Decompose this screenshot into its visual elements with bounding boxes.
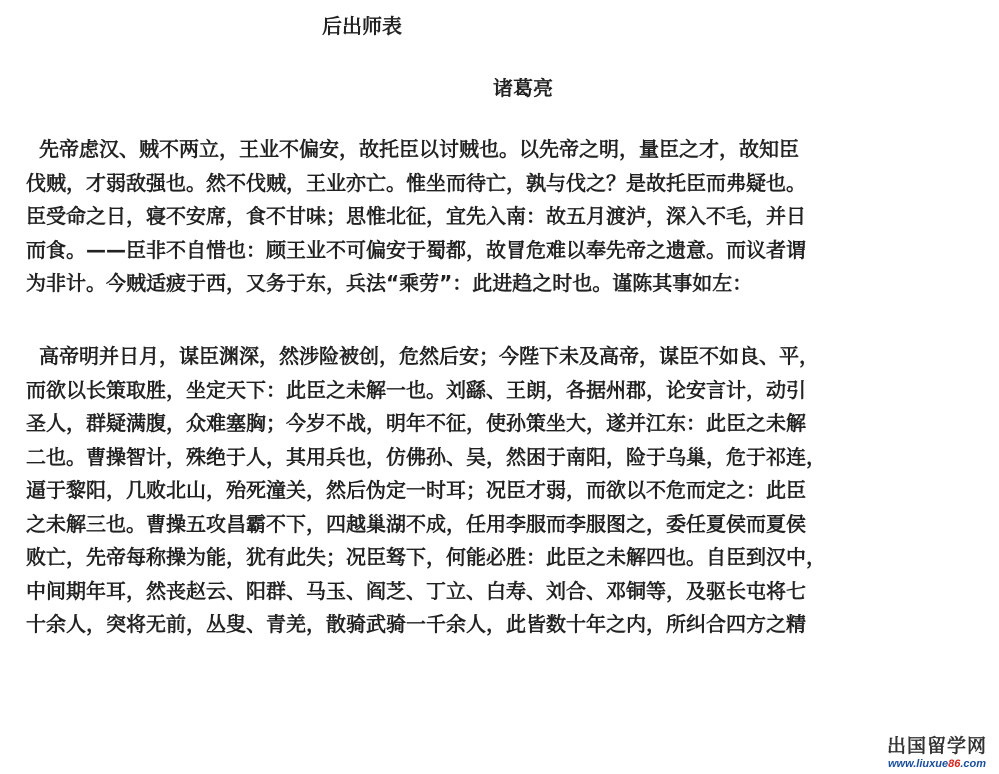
text-line: 而欲以长策取胜，坐定天下：此臣之未解一也。刘繇、王朗，各据州郡，论安言计，动引	[26, 377, 806, 402]
watermark-url-suffix: .com	[960, 758, 987, 770]
text-line: 之未解三也。曹操五攻昌霸不下，四越巢湖不成，任用李服而李服图之，委任夏侯而夏侯	[26, 511, 806, 536]
text-line: 中间期年耳，然丧赵云、阳群、马玉、阎芝、丁立、白寿、刘合、邓铜等，及驱长屯将七	[26, 578, 806, 603]
text-line: 先帝虑汉、贼不两立，王业不偏安，故托臣以讨贼也。以先帝之明，量臣之才，故知臣	[39, 137, 799, 161]
text-line: 逼于黎阳，几败北山，殆死潼关，然后伪定一时耳；况臣才弱，而欲以不危而定之：此臣	[26, 478, 806, 502]
watermark-url-prefix: www.liuxue	[887, 758, 949, 770]
text-line: 圣人，群疑满腹，众难塞胸；今岁不战，明年不征，使孙策坐大，遂并江东：此臣之未解	[26, 411, 806, 435]
text-line: 臣受命之日，寝不安席，食不甘味；思惟北征，宜先入南：故五月渡泸，深入不毛，并日	[26, 204, 806, 228]
text-line: 二也。曹操智计，殊绝于人，其用兵也，仿佛孙、吴，然困于南阳，险于乌巢，危于祁连，	[26, 444, 826, 469]
watermark-url-highlight: 86	[948, 758, 961, 770]
watermark-site-name: 出国留学网	[886, 735, 987, 757]
paragraph-2	[26, 340, 886, 642]
text-line: 为非计。今贼适疲于西，又务于东，兵法“乘劳”：此进趋之时也。谨陈其事如左：	[26, 271, 753, 295]
text-line: 败亡，先帝每称操为能，犹有此失；况臣驽下，何能必胜：此臣之未解四也。自臣到汉中，	[26, 545, 826, 569]
document-title: 后出师表	[322, 14, 402, 38]
author-name: 诸葛亮	[493, 76, 553, 100]
text-line: 高帝明并日月，谋臣渊深，然涉险被创，危然后安；今陛下未及高帝，谋臣不如良、平，	[39, 344, 819, 368]
text-line: 十余人，突将无前，丛叟、青羌，散骑武骑一千余人，此皆数十年之内，所纠合四方之精	[26, 612, 806, 636]
text-line: 伐贼，才弱敌强也。然不伐贼，王业亦亡。惟坐而待亡，孰与伐之？是故托臣而弗疑也。	[26, 170, 806, 195]
site-watermark	[887, 737, 987, 770]
paragraph-1	[26, 133, 886, 301]
watermark-url	[887, 759, 987, 770]
text-line: 而食。——臣非不自惜也：顾王业不可偏安于蜀都，故冒危难以奉先帝之遗意。而议者谓	[26, 237, 806, 262]
